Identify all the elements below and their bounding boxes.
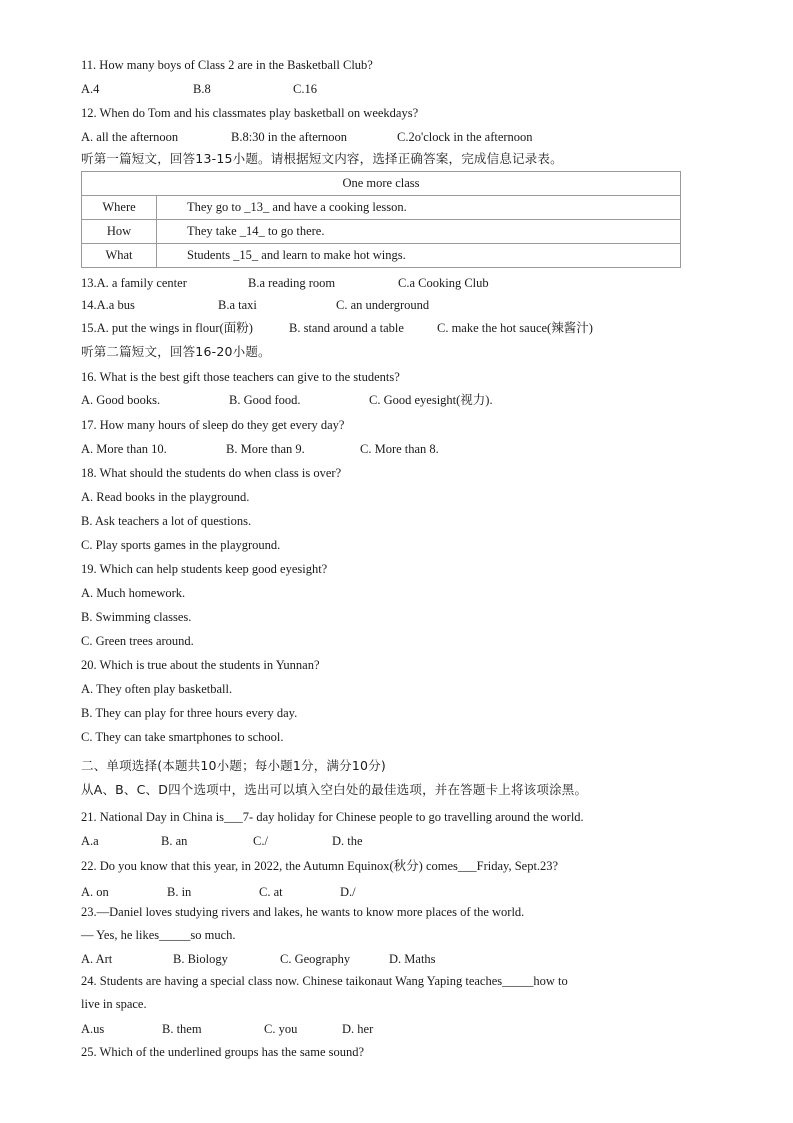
q24-stem: 24. Students are having a special class now. Chinese taikonaut Wang Yaping teaches_____how to: [81, 974, 568, 988]
q15-option-b[interactable]: B. stand around a table: [289, 321, 404, 335]
q16-stem: 16. What is the best gift those teachers can give to the students?: [81, 370, 400, 384]
q22-options: [81, 884, 681, 900]
q12-option-c[interactable]: C.2o'clock in the afternoon: [397, 130, 533, 144]
q22-option-d[interactable]: D./: [340, 885, 356, 899]
q19-option-b[interactable]: B. Swimming classes.: [81, 610, 192, 624]
q21-option-d[interactable]: D. the: [332, 834, 363, 848]
q18-option-b[interactable]: B. Ask teachers a lot of questions.: [81, 514, 252, 528]
table-row-value: They go to _13_ and have a cooking lesson.: [157, 196, 681, 220]
q23-stem: 23.—Daniel loves studying rivers and lakes, he wants to know more places of the world.: [81, 905, 525, 919]
q21-options: [81, 833, 681, 849]
q15-option-a[interactable]: 15.A. put the wings in flour(面粉): [81, 321, 253, 335]
q11-stem: 11. How many boys of Class 2 are in the Basketball Club?: [81, 58, 373, 72]
q16-option-a[interactable]: A. Good books.: [81, 393, 161, 407]
q22-option-c[interactable]: C. at: [259, 885, 283, 899]
q11-option-a[interactable]: A.4: [81, 82, 100, 96]
q17-options: [81, 441, 681, 457]
section2-title: 二、单项选择(本题共10小题；每小题1分，满分10分): [81, 758, 386, 773]
q24-option-c[interactable]: C. you: [264, 1022, 298, 1036]
q17-option-b[interactable]: B. More than 9.: [226, 442, 305, 456]
q17-option-c[interactable]: C. More than 8.: [360, 442, 439, 456]
passage1-instruction: 听第一篇短文，回答13-15小题。请根据短文内容，选择正确答案，完成信息记录表。: [81, 151, 563, 166]
q12-options: [81, 129, 681, 145]
q12-option-a[interactable]: A. all the afternoon: [81, 130, 179, 144]
q22-stem: 22. Do you know that this year, in 2022, the Autumn Equinox(秋分) comes___Friday, Sept.23?: [81, 859, 559, 873]
table-row-value: Students _15_ and learn to make hot wings.: [157, 244, 681, 268]
q23-option-b[interactable]: B. Biology: [173, 952, 228, 966]
table-row-key: How: [82, 220, 157, 244]
section2-instruction: 从A、B、C、D四个选项中，选出可以填入空白处的最佳选项，并在答题卡上将该项涂黑。: [81, 782, 588, 797]
q23-options: [81, 951, 681, 967]
q18-option-c[interactable]: C. Play sports games in the playground.: [81, 538, 281, 552]
table-row: [82, 244, 681, 268]
q23-stem-reply: — Yes, he likes_____so much.: [81, 928, 236, 942]
table-row-key: What: [82, 244, 157, 268]
q13-options: [81, 275, 681, 291]
q17-option-a[interactable]: A. More than 10.: [81, 442, 167, 456]
table-row: [82, 196, 681, 220]
q23-option-a[interactable]: A. Art: [81, 952, 113, 966]
q18-stem: 18. What should the students do when class is over?: [81, 466, 342, 480]
table-title: One more class: [82, 172, 681, 196]
q19-stem: 19. Which can help students keep good eyesight?: [81, 562, 328, 576]
q11-option-b[interactable]: B.8: [193, 82, 211, 96]
q15-options: [81, 320, 701, 336]
q18-option-a[interactable]: A. Read books in the playground.: [81, 490, 250, 504]
q17-stem: 17. How many hours of sleep do they get every day?: [81, 418, 345, 432]
table-row: [82, 220, 681, 244]
q21-stem: 21. National Day in China is___7- day holiday for Chinese people to go travelling around the world.: [81, 810, 584, 824]
q20-option-a[interactable]: A. They often play basketball.: [81, 682, 233, 696]
q21-option-b[interactable]: B. an: [161, 834, 188, 848]
q19-option-a[interactable]: A. Much homework.: [81, 586, 186, 600]
q20-stem: 20. Which is true about the students in Yunnan?: [81, 658, 320, 672]
q13-option-c[interactable]: C.a Cooking Club: [398, 276, 489, 290]
q24-option-a[interactable]: A.us: [81, 1022, 105, 1036]
table-row-key: Where: [82, 196, 157, 220]
q23-option-c[interactable]: C. Geography: [280, 952, 351, 966]
q24-option-b[interactable]: B. them: [162, 1022, 202, 1036]
q11-options: [81, 81, 681, 97]
q16-options: [81, 392, 681, 408]
q11-option-c[interactable]: C.16: [293, 82, 317, 96]
q21-option-c[interactable]: C./: [253, 834, 268, 848]
info-record-table: [81, 171, 681, 268]
q16-option-b[interactable]: B. Good food.: [229, 393, 301, 407]
q20-option-b[interactable]: B. They can play for three hours every day.: [81, 706, 298, 720]
q15-option-c[interactable]: C. make the hot sauce(辣酱汁): [437, 321, 593, 335]
q22-option-b[interactable]: B. in: [167, 885, 192, 899]
q12-stem: 12. When do Tom and his classmates play basketball on weekdays?: [81, 106, 419, 120]
q14-option-b[interactable]: B.a taxi: [218, 298, 257, 312]
q21-option-a[interactable]: A.a: [81, 834, 99, 848]
q24-options: [81, 1021, 681, 1037]
q20-option-c[interactable]: C. They can take smartphones to school.: [81, 730, 284, 744]
q14-options: [81, 297, 681, 313]
q13-option-b[interactable]: B.a reading room: [248, 276, 336, 290]
q24-option-d[interactable]: D. her: [342, 1022, 374, 1036]
q24-stem-cont: live in space.: [81, 997, 147, 1011]
q19-option-c[interactable]: C. Green trees around.: [81, 634, 194, 648]
q23-option-d[interactable]: D. Maths: [389, 952, 436, 966]
passage2-instruction: 听第二篇短文，回答16-20小题。: [81, 344, 271, 359]
q13-option-a[interactable]: 13.A. a family center: [81, 276, 187, 290]
q16-option-c[interactable]: C. Good eyesight(视力).: [369, 393, 493, 407]
q22-option-a[interactable]: A. on: [81, 885, 109, 899]
table-row-value: They take _14_ to go there.: [157, 220, 681, 244]
q25-stem: 25. Which of the underlined groups has the same sound?: [81, 1045, 365, 1059]
q14-option-c[interactable]: C. an underground: [336, 298, 430, 312]
q12-option-b[interactable]: B.8:30 in the afternoon: [231, 130, 347, 144]
q14-option-a[interactable]: 14.A.a bus: [81, 298, 135, 312]
